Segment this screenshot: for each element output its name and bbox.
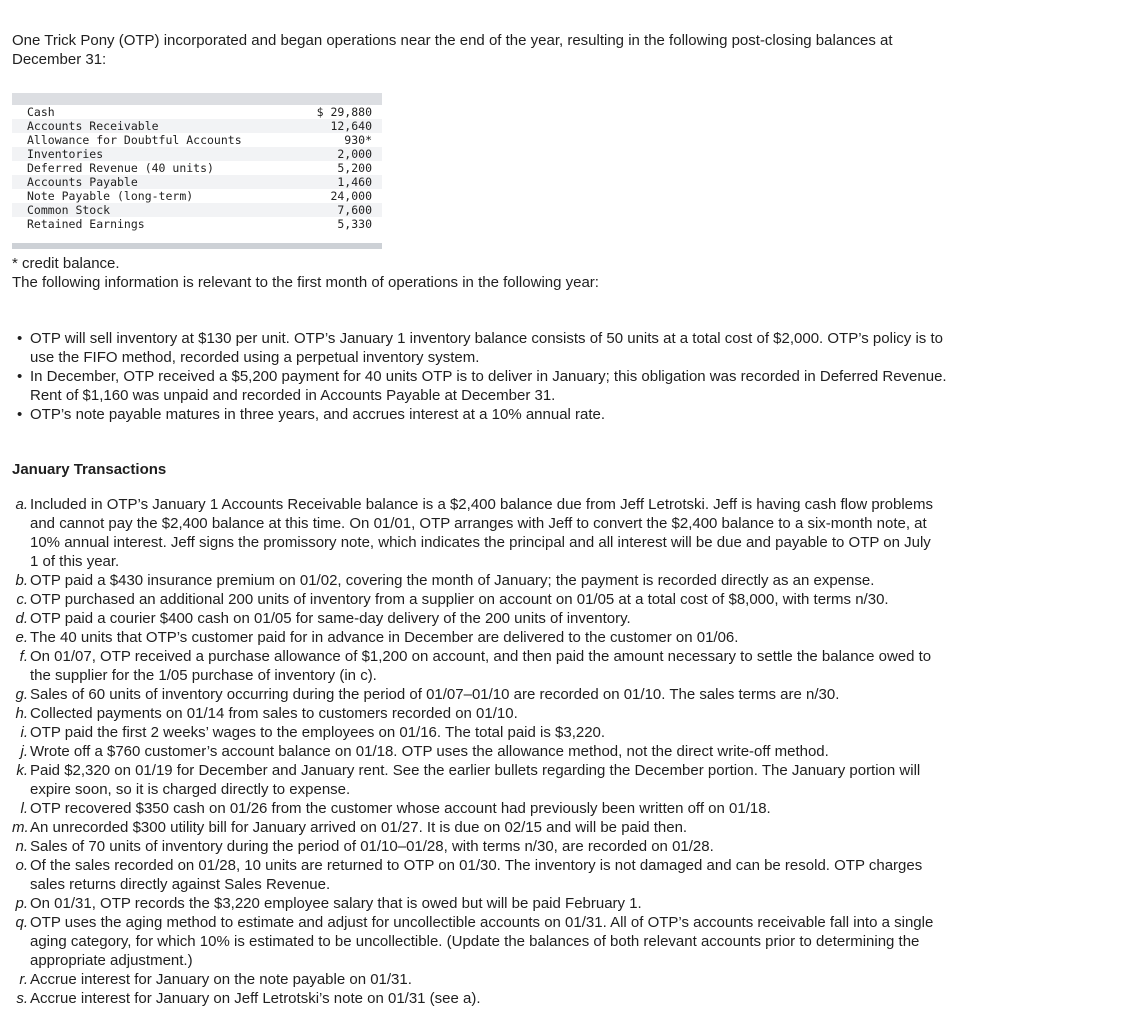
balance-row [12, 119, 382, 133]
transaction-item [12, 970, 942, 989]
transaction-letter: b. [15, 572, 28, 589]
balance-label: Allowance for Doubtful Accounts [27, 133, 242, 147]
balance-amount: 5,200 [337, 161, 372, 175]
transaction-item [12, 495, 942, 571]
transaction-text: On 01/07, OTP received a purchase allowance of $1,200 on account, and then paid the amount necessary to settle the balance owed to the supplier for the 1/05 purchase of inventory (in c). [30, 648, 932, 684]
balance-row [12, 105, 382, 119]
transaction-letter: a. [15, 496, 28, 513]
credit-footnote: * credit balance. [12, 255, 120, 272]
balance-row [12, 203, 382, 217]
transaction-text: Sales of 60 units of inventory occurring during the period of 01/07–01/10 are recorded on 01/10. The sales terms are n/30. [30, 686, 840, 703]
balance-label: Accounts Payable [12, 175, 300, 189]
transaction-text: OTP purchased an additional 200 units of inventory from a supplier on account on 01/05 at a total cost of $8,000, with terms n/30. [30, 591, 889, 608]
transaction-letter: k. [16, 762, 28, 779]
balance-amount: 5,330 [337, 217, 372, 231]
balance-amount: 7,600 [300, 203, 382, 217]
balance-row [12, 147, 382, 161]
transaction-letter: g. [15, 686, 28, 703]
info-bullet: • OTP’s note payable matures in three years, and accrues interest at a 10% annual rate. [30, 405, 970, 424]
relevant-info-text: The following information is relevant to the first month of operations in the following year: [12, 274, 599, 291]
transaction-letter: p. [15, 895, 28, 912]
transaction-text: Accrue interest for January on Jeff Letrotski’s note on 01/31 (see a). [30, 990, 481, 1007]
transaction-letter: i. [20, 724, 28, 741]
balance-amount: $ 29,880 [316, 105, 372, 119]
transaction-letter: f. [19, 648, 28, 665]
transaction-text: Paid $2,320 on 01/19 for December and January rent. See the earlier bullets regarding the December portion. The January portion will expire soon, so it is charged directly to expense. [30, 762, 921, 798]
transaction-letter: r. [19, 971, 28, 988]
transaction-letter: q. [15, 914, 28, 931]
transaction-text: OTP paid a courier $400 cash on 01/05 for same-day delivery of the 200 units of inventory. [30, 610, 631, 627]
transaction-letter: l. [20, 800, 28, 817]
transaction-letter: c. [16, 591, 28, 608]
balance-label: Deferred Revenue (40 units) [27, 161, 214, 175]
transaction-item [12, 989, 942, 1008]
balance-label: Common Stock [12, 203, 300, 217]
balance-label: Inventories [12, 147, 300, 161]
transaction-item [12, 590, 942, 609]
balance-label: Accounts Receivable [12, 119, 300, 133]
info-bullet: • OTP will sell inventory at $130 per unit. OTP’s January 1 inventory balance consists of 50 units at a total cost of $2,000. OTP’s policy is to use the FIFO method, recorded using a perpetual inventory system. [30, 329, 970, 367]
transaction-item [12, 647, 942, 685]
transaction-text: OTP paid a $430 insurance premium on 01/02, covering the month of January; the payment is recorded directly as an expense. [30, 572, 875, 589]
balance-amount: 24,000 [330, 189, 372, 203]
transaction-item [12, 894, 942, 913]
info-bullet: • In December, OTP received a $5,200 payment for 40 units OTP is to deliver in January; this obligation was recorded in Deferred Revenue. Rent of $1,160 was unpaid and recorded in Accounts Payable at December 31. [30, 367, 970, 405]
transaction-item [12, 761, 942, 799]
balance-amount: 2,000 [300, 147, 382, 161]
transaction-item [12, 799, 942, 818]
balance-label: Cash [27, 105, 55, 119]
transaction-letter: e. [15, 629, 28, 646]
transaction-item [12, 742, 942, 761]
balance-row [12, 175, 382, 189]
transaction-text: OTP recovered $350 cash on 01/26 from the customer whose account had previously been written off on 01/18. [30, 800, 771, 817]
transaction-text: Of the sales recorded on 01/28, 10 units are returned to OTP on 01/30. The inventory is not damaged and can be resold. OTP charges sales returns directly against Sales Revenue. [30, 857, 923, 893]
info-bullet-list [12, 329, 970, 424]
transaction-letter: n. [15, 838, 28, 855]
intro-paragraph: One Trick Pony (OTP) incorporated and began operations near the end of the year, resulting in the following post-closing balances at December 31: [12, 32, 893, 68]
transaction-text: Collected payments on 01/14 from sales to customers recorded on 01/10. [30, 705, 518, 722]
transaction-item [12, 704, 942, 723]
transaction-text: The 40 units that OTP’s customer paid for in advance in December are delivered to the customer on 01/06. [30, 629, 739, 646]
balance-row [12, 161, 382, 175]
transactions-list [12, 495, 942, 1008]
transaction-text: On 01/31, OTP records the $3,220 employee salary that is owed but will be paid February 1. [30, 895, 642, 912]
transaction-letter: h. [15, 705, 28, 722]
transaction-text: Wrote off a $760 customer’s account balance on 01/18. OTP uses the allowance method, not the direct write-off method. [30, 743, 829, 760]
transaction-item [12, 723, 942, 742]
transaction-item [12, 818, 942, 837]
transaction-letter: o. [15, 857, 28, 874]
section-title: January Transactions [12, 461, 167, 478]
transaction-item [12, 685, 942, 704]
transaction-text: OTP paid the first 2 weeks’ wages to the employees on 01/16. The total paid is $3,220. [30, 724, 606, 741]
transaction-text: Sales of 70 units of inventory during the period of 01/10–01/28, with terms n/30, are recorded on 01/28. [30, 838, 714, 855]
transaction-text: OTP uses the aging method to estimate and adjust for uncollectible accounts on 01/31. All of OTP’s accounts receivable fall into a single aging category, for which 10% is estimated to be uncollectible. (Update the balances of both relevant accounts prior to determining the appropriate adjustment.) [30, 914, 934, 969]
transaction-item [12, 628, 942, 647]
balance-label: Retained Earnings [27, 217, 145, 231]
balance-amount: 930* [344, 133, 372, 147]
transaction-text: An unrecorded $300 utility bill for January arrived on 01/27. It is due on 02/15 and will be paid then. [30, 819, 688, 836]
balances-table [12, 105, 382, 231]
balance-amount: 1,460 [300, 175, 382, 189]
balance-row [12, 217, 382, 231]
transaction-item [12, 913, 942, 970]
transaction-item [12, 609, 942, 628]
balances-table-container [12, 93, 382, 249]
transaction-letter: d. [15, 610, 28, 627]
transaction-item [12, 856, 942, 894]
transaction-item [12, 571, 942, 590]
balance-label: Note Payable (long-term) [27, 189, 194, 203]
transaction-letter: s. [16, 990, 28, 1007]
balance-row [12, 189, 382, 203]
transaction-letter: m. [12, 819, 29, 836]
transaction-text: Accrue interest for January on the note payable on 01/31. [30, 971, 412, 988]
transaction-letter: j. [20, 743, 28, 760]
balance-row [12, 133, 382, 147]
balance-amount: 12,640 [300, 119, 382, 133]
transaction-text: Included in OTP’s January 1 Accounts Receivable balance is a $2,400 balance due from Jeff Letrotski. Jeff is having cash flow problems and cannot pay the $2,400 balance at this time. On 01/01, OTP arranges with Jeff to convert the $2,400 balance to a six-month note, at 10% annual interest. Jeff signs the promissory note, which indicates the principal and all interest will be due and payable to OTP on July 1 of this year. [30, 496, 934, 570]
transaction-item [12, 837, 942, 856]
